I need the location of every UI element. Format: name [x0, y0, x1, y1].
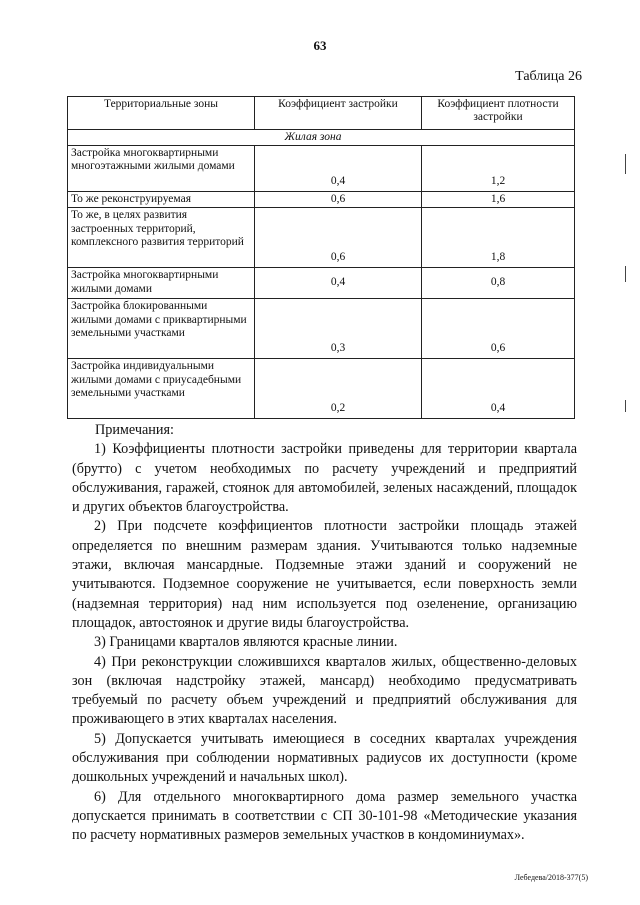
zone-cell: Застройка индивидуальными жилыми домами с приусадебными земельными участками	[68, 359, 255, 419]
table-row	[68, 299, 575, 359]
scan-edge-mark	[625, 154, 626, 174]
zone-cell: Застройка блокированными жилыми домами с приквартирными земельными участками	[68, 299, 255, 359]
note-item: 3) Границами кварталов являются красные линии.	[94, 634, 398, 651]
note-item: 6) Для отдельного многоквартирного дома размер земельного участка допускается принимать в соответствии с СП 30-101-98 «Методические указания по расчету нормативных размеров земельных участков в кондоминиумах».	[72, 788, 577, 844]
build-coefficient-cell: 0,3	[255, 299, 422, 359]
table-row	[68, 208, 575, 268]
table-header-row	[68, 97, 575, 130]
document-footer: Лебедева/2018-377(5)	[514, 873, 588, 882]
zone-cell: Застройка многоквартирными многоэтажными жилыми домами	[68, 146, 255, 192]
density-coefficient-cell: 1,6	[422, 192, 575, 208]
build-coefficient-cell: 0,2	[255, 359, 422, 419]
zone-cell: То же реконструируемая	[68, 192, 255, 208]
scan-edge-mark	[625, 400, 626, 412]
table-row	[68, 146, 575, 192]
section-label: Жилая зона	[255, 130, 575, 146]
note-item: 2) При подсчете коэффициентов плотности застройки площадь этажей определяется по внешним размерам здания. Учитываются только надземные этажи, включая мансардные. Подземные этажи зданий и сооружений не учитываются. Подземное сооружение не учитывается, если поверхность земли (надземная территория) над ним используется под озеленение, организацию площадок, автостоянок и другие виды благоустройства.	[72, 518, 577, 631]
build-coefficient-cell: 0,6	[255, 192, 422, 208]
build-coefficient-cell: 0,4	[255, 268, 422, 299]
table-row	[68, 268, 575, 299]
build-coefficient-cell: 0,6	[255, 208, 422, 268]
header-territorial-zones: Территориальные зоны	[68, 97, 255, 130]
density-coefficient-cell: 0,6	[422, 299, 575, 359]
build-coefficient-cell: 0,4	[255, 146, 422, 192]
table-caption: Таблица 26	[515, 69, 582, 84]
note-item: 5) Допускается учитывать имеющиеся в соседних кварталах учреждения обслуживания при соблюдении нормативных радиусов их доступности (кроме дошкольных учреждений и начальных школ).	[72, 730, 577, 786]
header-build-coefficient: Коэффициент застройки	[255, 97, 422, 130]
note-item: 4) При реконструкции сложившихся кварталов жилых, общественно-деловых зон (включая надстройку этажей, мансард) необходимо предусматривать требуемый по расчету объем учреждений и предприятий обслуживания для проживающего в этих кварталах населения.	[72, 653, 577, 728]
density-coefficient-cell: 1,8	[422, 208, 575, 268]
page-number: 63	[313, 38, 327, 53]
density-coefficient-cell: 0,4	[422, 359, 575, 419]
note-item: 1) Коэффициенты плотности застройки приведены для территории квартала (брутто) с учетом необходимых по расчету учреждений и предприятий обслуживания, гаражей, стоянок для автомобилей, зеленых насаждений, площадок и других объектов благоустройства.	[72, 441, 577, 516]
table-row	[68, 192, 575, 208]
header-density-coefficient: Коэффициент плотности застройки	[422, 97, 575, 130]
section-spacer	[68, 130, 255, 146]
coefficients-table	[67, 96, 575, 419]
zone-cell: То же, в целях развития застроенных территорий, комплексного развития территорий	[68, 208, 255, 268]
density-coefficient-cell: 0,8	[422, 268, 575, 299]
zone-cell: Застройка многоквартирными жилыми домами	[68, 268, 255, 299]
table-section-row	[68, 130, 575, 146]
notes-section	[72, 421, 577, 846]
table-row	[68, 359, 575, 419]
notes-title: Примечания:	[95, 422, 174, 438]
density-coefficient-cell: 1,2	[422, 146, 575, 192]
scan-edge-mark	[625, 266, 626, 282]
